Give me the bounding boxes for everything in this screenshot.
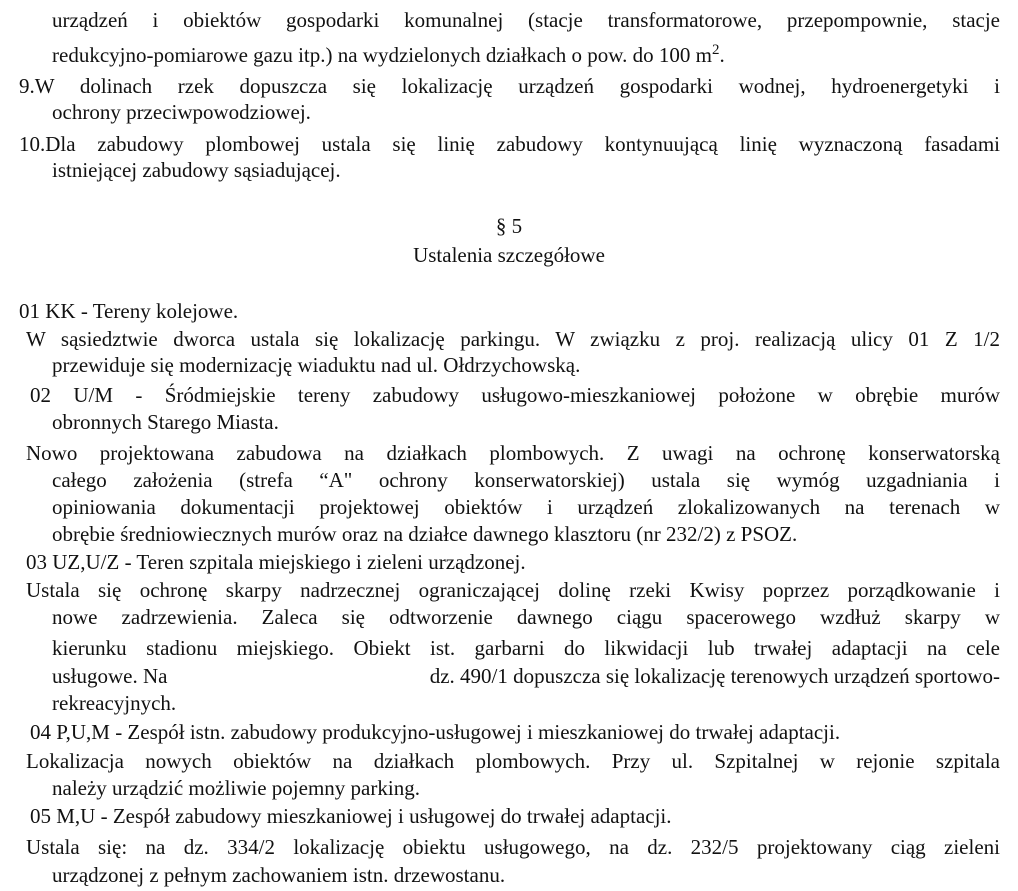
- entry-04-line-2: należy urządzić możliwie pojemny parking.: [52, 776, 420, 800]
- section-title: Ustalenia szczegółowe: [413, 243, 605, 267]
- item-8-line-1: urządzeń i obiektów gospodarki komunalnej (stacje transformatorowe, przepompownie, stacje: [52, 8, 1000, 32]
- item-8-line-2-text: redukcyjno-pomiarowe gazu itp.) na wydzielonych działkach o pow. do 100 m: [52, 43, 712, 67]
- entry-01-heading: 01 KK - Tereny kolejowe.: [19, 299, 239, 323]
- entry-03-heading: 03 UZ,U/Z - Teren szpitala miejskiego i zieleni urządzonej.: [26, 550, 526, 574]
- entry-03-line-1: Ustala się ochronę skarpy nadrzecznej ograniczającej dolinę rzeki Kwisy poprzez porządkowanie i: [26, 578, 1000, 602]
- entry-02-line-1: Nowo projektowana zabudowa na działkach plombowych. Z uwagi na ochronę konserwatorską: [26, 441, 1000, 465]
- section-symbol: § 5: [495, 214, 523, 238]
- entry-02-heading-line-2: obronnych Starego Miasta.: [52, 410, 279, 434]
- item-9-line-2: ochrony przeciwpowodziowej.: [52, 100, 311, 124]
- entry-03-line-4: [52, 663, 1000, 689]
- entry-01-line-2: przewiduje się modernizację wiaduktu nad ul. Ołdrzychowską.: [52, 353, 581, 377]
- entry-02-line-4: obrębie średniowiecznych murów oraz na działce dawnego klasztoru (nr 232/2) z PSOZ.: [52, 522, 798, 546]
- entry-03-line-3: kierunku stadionu miejskiego. Obiekt ist. garbarni do likwidacji lub trwałej adaptacji na cele: [52, 636, 1000, 660]
- entry-03-line-4-start: usługowe. Na: [52, 664, 168, 688]
- entry-04-line-1: Lokalizacja nowych obiektów na działkach plombowych. Przy ul. Szpitalnej w rejonie szpitala: [26, 749, 1000, 773]
- entry-03-line-4-end: dz. 490/1 dopuszcza się lokalizację terenowych urządzeń sportowo-: [429, 664, 1000, 688]
- entry-05-heading: 05 M,U - Zespół zabudowy mieszkaniowej i usługowej do trwałej adaptacji.: [30, 804, 672, 828]
- entry-05-line-1: Ustala się: na dz. 334/2 lokalizację obiektu usługowego, na dz. 232/5 projektowany ciąg zieleni: [26, 835, 1000, 859]
- entry-03-line-2: nowe zadrzewienia. Zaleca się odtworzenie dawnego ciągu spacerowego wzdłuż skarpy w: [52, 605, 1000, 629]
- entry-02-heading-line-1: 02 U/M - Śródmiejskie tereny zabudowy usługowo-mieszkaniowej położone w obrębie murów: [30, 383, 1000, 407]
- entry-05-line-2: urządzonej z pełnym zachowaniem istn. drzewostanu.: [52, 863, 506, 887]
- item-8-line-2-end: .: [719, 43, 725, 67]
- item-9-line-1: 9.W dolinach rzek dopuszcza się lokalizację urządzeń gospodarki wodnej, hydroenergetyki i: [19, 74, 1000, 98]
- entry-04-heading: 04 P,U,M - Zespół istn. zabudowy produkcyjno-usługowej i mieszkaniowej do trwałej adaptacji.: [30, 720, 841, 744]
- item-10-line-2: istniejącej zabudowy sąsiadującej.: [52, 158, 341, 182]
- entry-02-line-3: opiniowania dokumentacji projektowej obiektów i urządzeń zlokalizowanych na terenach w: [52, 495, 1000, 519]
- entry-02-line-2: całego założenia (strefa “A" ochrony konserwatorskiej) ustala się wymóg uzgadniania i: [52, 468, 1000, 492]
- item-8-line-2: [52, 42, 725, 68]
- item-10-line-1: 10.Dla zabudowy plombowej ustala się linię zabudowy kontynuującą linię wyznaczoną fasadami: [19, 132, 1000, 156]
- entry-01-line-1: W sąsiedztwie dworca ustala się lokalizację parkingu. W związku z proj. realizacją ulicy 01 Z 1/2: [26, 327, 1000, 351]
- superscript-2: 2: [711, 42, 720, 58]
- entry-03-line-5: rekreacyjnych.: [52, 691, 177, 715]
